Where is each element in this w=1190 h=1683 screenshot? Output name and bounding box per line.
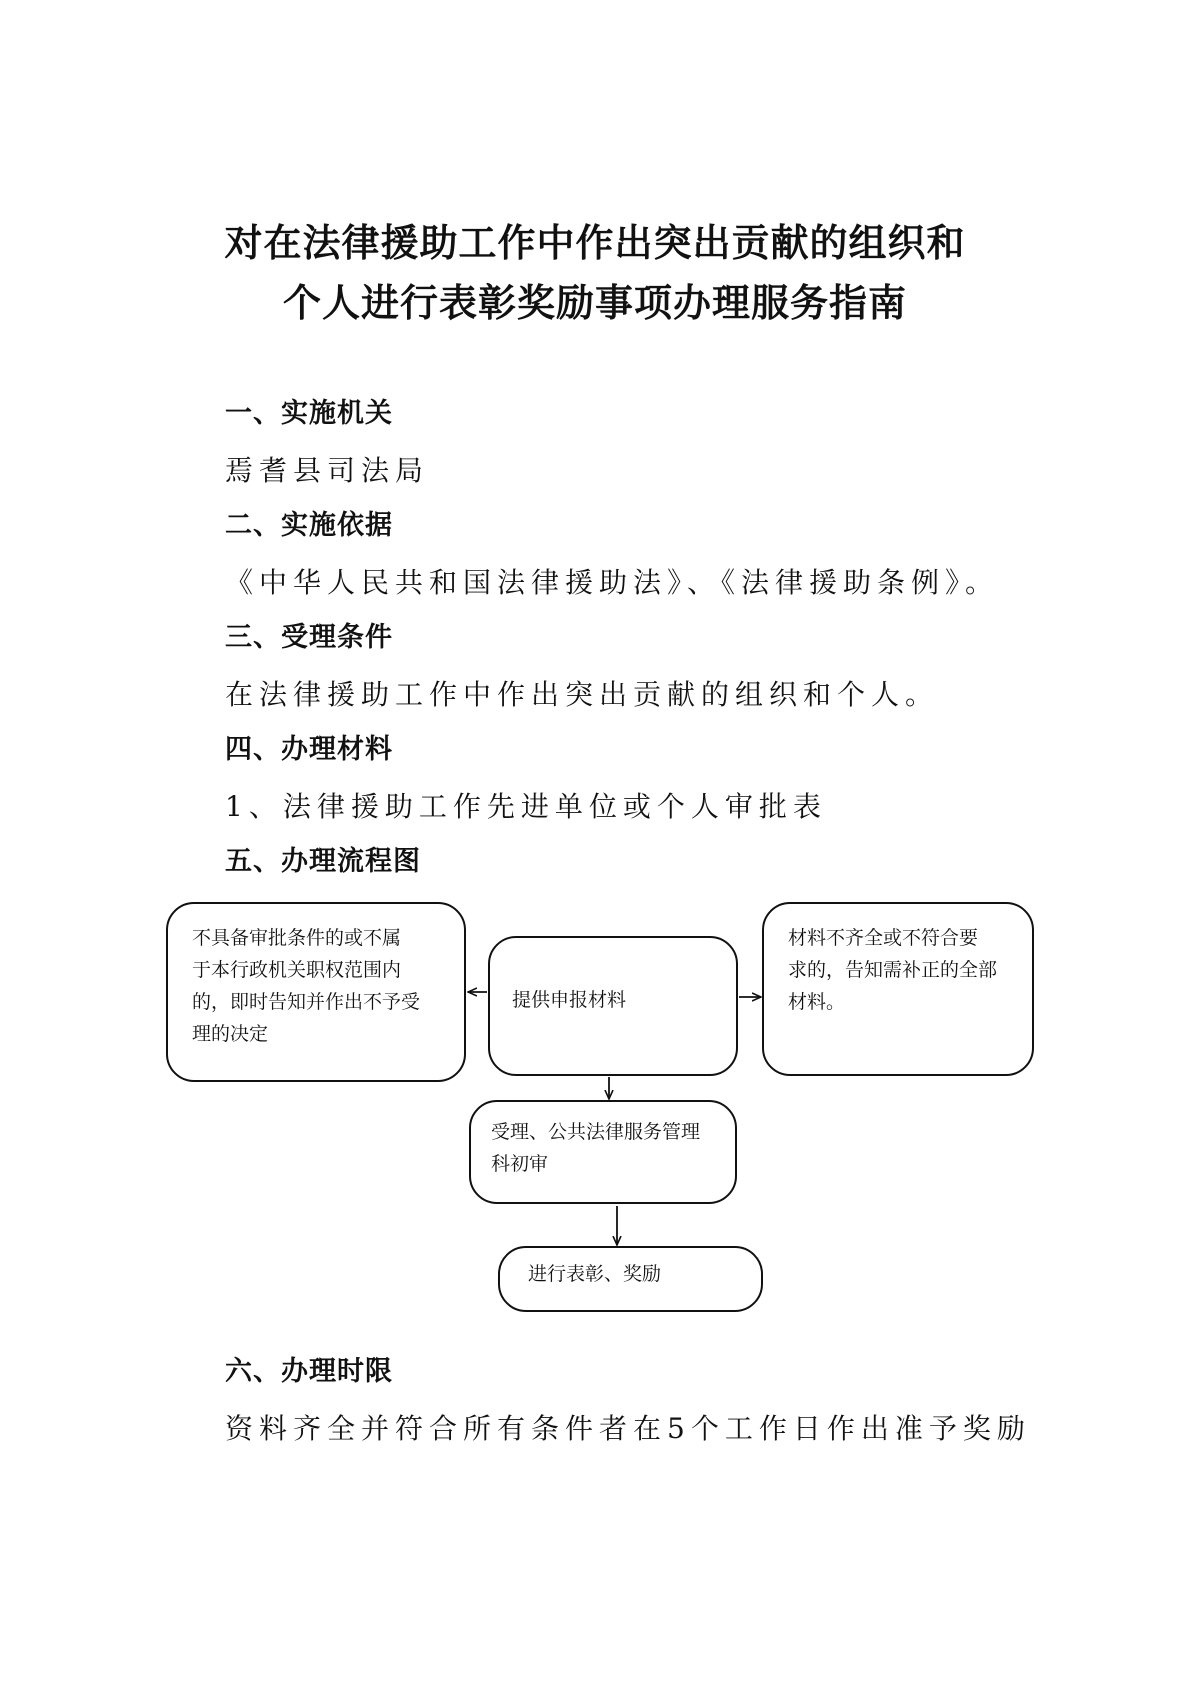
section-3-text: 在法律援助工作中作出突出贡献的组织和个人。 xyxy=(225,678,940,711)
flow-box-submit xyxy=(488,936,738,1076)
flow-box-review xyxy=(469,1100,737,1204)
flow-box-reject xyxy=(166,902,466,1082)
flow-box-award xyxy=(498,1246,763,1312)
flow-box-supplement-line: 材料。 xyxy=(788,991,846,1013)
section-1-heading: 一、实施机关 xyxy=(225,398,393,429)
section-6-heading: 六、办理时限 xyxy=(225,1356,393,1387)
section-6-text: 资料齐全并符合所有条件者在5个工作日作出准予奖励 xyxy=(225,1412,1031,1445)
title-line-1: 对在法律援助工作中作出突出贡献的组织和 xyxy=(224,221,966,265)
section-5-heading: 五、办理流程图 xyxy=(225,846,421,877)
flow-box-supplement xyxy=(762,902,1034,1076)
section-3-heading: 三、受理条件 xyxy=(225,622,393,653)
flow-box-supplement-line: 求的，告知需补正的全部 xyxy=(788,959,998,981)
section-2-heading: 二、实施依据 xyxy=(225,510,393,541)
flow-box-reject-line: 的，即时告知并作出不予受 xyxy=(192,991,421,1013)
section-1-text: 焉耆县司法局 xyxy=(225,454,430,487)
flow-box-reject-line: 不具备审批条件的或不属 xyxy=(192,927,402,949)
flow-box-supplement-line: 材料不齐全或不符合要 xyxy=(788,927,979,949)
flow-box-award-label: 进行表彰、奖励 xyxy=(528,1263,662,1285)
section-2-text: 《中华人民共和国法律援助法》、《法律援助条例》。 xyxy=(225,566,1000,599)
flow-box-review-line: 科初审 xyxy=(491,1153,549,1175)
flow-box-reject-line: 理的决定 xyxy=(192,1023,269,1045)
section-4-text: 1、法律援助工作先进单位或个人审批表 xyxy=(225,790,827,823)
section-4-heading: 四、办理材料 xyxy=(225,734,393,765)
flow-box-review-line: 受理、公共法律服务管理 xyxy=(491,1121,701,1143)
flow-box-reject-line: 于本行政机关职权范围内 xyxy=(192,959,402,981)
title-line-2: 个人进行表彰奖励事项办理服务指南 xyxy=(282,281,907,325)
flow-box-submit-label: 提供申报材料 xyxy=(512,989,627,1011)
